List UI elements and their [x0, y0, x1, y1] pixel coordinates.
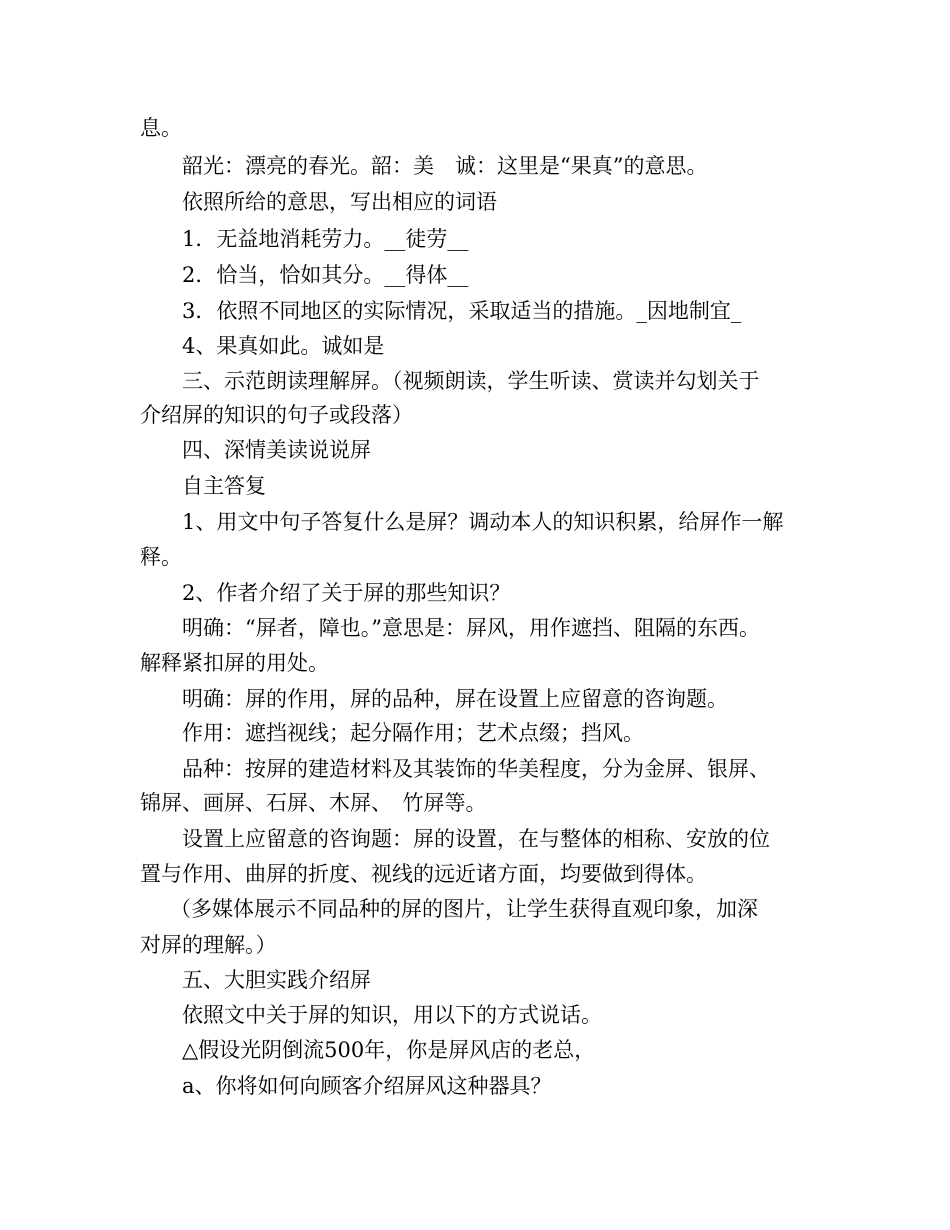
text-line: 品种：按屏的建造材料及其装饰的华美程度，分为金屏、银屏、 [182, 757, 770, 781]
text-line: 五、大胆实践介绍屏 [182, 968, 371, 992]
text-line: 2．恰当，恰如其分。__得体__ [182, 263, 469, 287]
text-line: 设置上应留意的咨询题：屏的设置，在与整体的相称、安放的位 [182, 827, 770, 851]
text-line: 明确：屏的作用，屏的品种，屏在设置上应留意的咨询题。 [182, 687, 728, 711]
text-line: 自主答复 [182, 474, 266, 498]
text-line: 明确：“屏者，障也。”意思是：屏风，用作遮挡、阻隔的东西。 [182, 616, 760, 640]
text-line: 3．依照不同地区的实际情况，采取适当的措施。_因地制宜_ [182, 299, 742, 323]
text-line: △假设光阴倒流500年，你是屏风店的老总， [182, 1038, 596, 1062]
text-line: 2、作者介绍了关于屏的那些知识？ [182, 581, 511, 605]
text-line: 四、深情美读说说屏 [182, 438, 371, 462]
text-line: 1、用文中句子答复什么是屏？调动本人的知识积累，给屏作一解 [182, 510, 784, 534]
text-line: 释。 [140, 545, 182, 569]
text-line: 依照文中关于屏的知识，用以下的方式说话。 [182, 1003, 602, 1027]
text-line: 4、果真如此。诚如是 [182, 334, 385, 358]
text-line: 1．无益地消耗劳力。__徒劳__ [182, 227, 469, 251]
text-line: 依照所给的意思，写出相应的词语 [182, 190, 497, 214]
text-line: 置与作用、曲屏的折度、视线的远近诸方面，均要做到得体。 [140, 862, 707, 886]
text-line: 息。 [140, 116, 182, 140]
text-line: 介绍屏的知识的句子或段落） [140, 403, 413, 427]
text-line: 韶光：漂亮的春光。韶：美 诚：这里是“果真”的意思。 [182, 154, 708, 178]
text-line: （多媒体展示不同品种的屏的图片，让学生获得直观印象，加深 [170, 897, 758, 921]
text-line: 对屏的理解。） [140, 933, 277, 957]
text-line: 锦屏、画屏、石屏、木屏、 竹屏等。 [140, 791, 487, 815]
text-line: 解释紧扣屏的用处。 [140, 651, 329, 675]
text-line: a、你将如何向顾客介绍屏风这种器具？ [182, 1074, 552, 1098]
text-line: 作用：遮挡视线；起分隔作用；艺术点缀；挡风。 [182, 721, 644, 745]
text-line: 三、示范朗读理解屏。（视频朗读，学生听读、赏读并勾划关于 [182, 369, 760, 393]
